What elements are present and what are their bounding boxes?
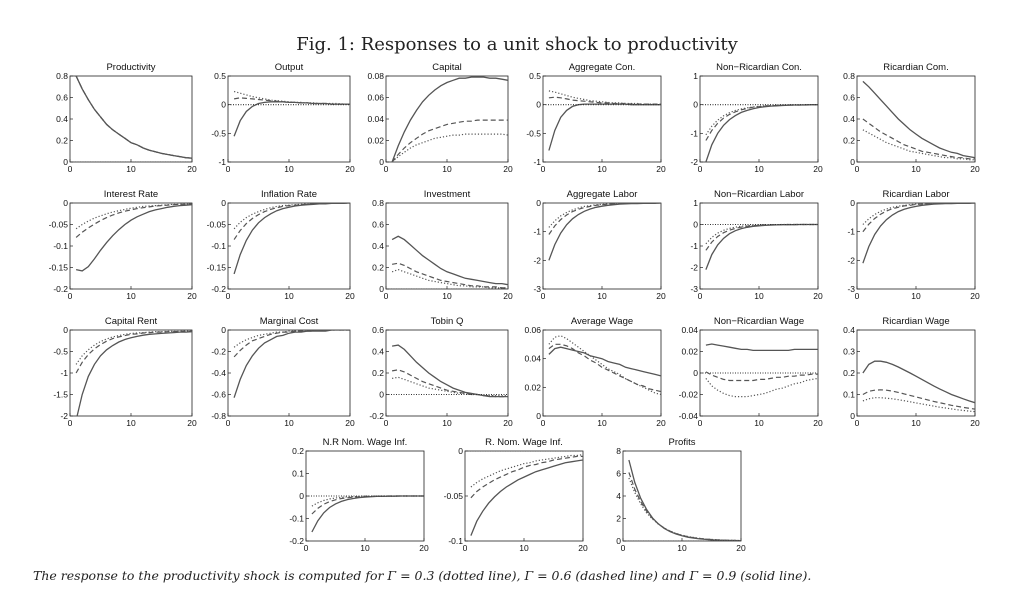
y-tick-label: 0.02 (524, 382, 541, 393)
y-tick-label: -0.5 (211, 128, 226, 139)
panel-n-r-nom-wage-inf (289, 437, 429, 553)
plot-frame (70, 203, 192, 289)
y-tick-label: 0 (693, 219, 698, 230)
panel-title: Interest Rate (103, 189, 159, 200)
y-tick-label: 2 (616, 513, 621, 524)
y-tick-label: 0 (63, 157, 68, 167)
y-tick-label: 0.3 (843, 346, 855, 357)
plot-frame (386, 76, 508, 162)
panel-ricardian-com (843, 62, 980, 174)
series-solid (471, 460, 583, 536)
x-tick-label: 0 (67, 418, 73, 428)
x-tick-label: 20 (187, 164, 197, 174)
x-tick-label: 10 (519, 543, 529, 553)
panel-non-ricardian-labor (690, 189, 823, 301)
x-tick-label: 0 (383, 164, 389, 174)
y-tick-label: 0 (63, 325, 68, 335)
y-tick-label: 0.6 (372, 219, 384, 230)
series-dashed (706, 105, 818, 141)
x-tick-label: 20 (503, 418, 513, 428)
series-dotted (76, 331, 192, 365)
y-tick-label: -0.04 (678, 411, 698, 421)
x-tick-label: 10 (597, 164, 607, 174)
x-tick-label: 10 (754, 164, 764, 174)
plot-frame (386, 330, 508, 416)
x-tick-label: 20 (736, 543, 746, 553)
series-dotted (76, 76, 192, 158)
y-tick-label: 0.5 (529, 71, 541, 81)
y-tick-label: 0 (221, 198, 226, 208)
y-tick-label: -2 (847, 255, 855, 266)
y-tick-label: 0 (616, 536, 621, 546)
y-tick-label: 1 (693, 198, 698, 208)
y-tick-label: 0.04 (524, 353, 541, 364)
y-tick-label: 0 (379, 389, 384, 400)
y-tick-label: 0 (693, 368, 698, 378)
x-tick-label: 0 (225, 164, 231, 174)
y-tick-label: 0 (850, 411, 855, 421)
y-tick-label: -0.1 (289, 513, 304, 524)
series-dashed (392, 263, 508, 288)
series-solid (629, 460, 741, 541)
y-tick-label: 0 (850, 157, 855, 167)
x-tick-label: 10 (284, 291, 294, 301)
plot-frame (857, 203, 975, 289)
panel-title: Profits (668, 437, 696, 448)
panel-title: Aggregate Con. (568, 62, 636, 73)
y-tick-label: 0.2 (843, 135, 855, 146)
x-tick-label: 0 (303, 543, 309, 553)
series-dotted (76, 204, 192, 229)
panel-title: Productivity (106, 62, 156, 73)
y-tick-label: -2 (533, 255, 541, 266)
series-solid (234, 102, 350, 136)
y-tick-label: 0 (458, 446, 463, 456)
plot-frame (70, 76, 192, 162)
y-tick-label: -3 (690, 284, 698, 294)
y-tick-label: 0.1 (843, 389, 855, 400)
y-tick-label: -1 (533, 157, 541, 167)
series-solid (706, 225, 818, 270)
y-tick-label: 0 (536, 411, 541, 421)
panel-capital (367, 62, 513, 174)
x-tick-label: 10 (677, 543, 687, 553)
series-dashed (312, 496, 424, 514)
x-tick-label: 0 (462, 543, 468, 553)
panel-title: Non−Ricardian Con. (716, 62, 802, 73)
y-tick-label: 0 (221, 325, 226, 335)
series-dashed (549, 344, 661, 391)
x-tick-label: 0 (383, 291, 389, 301)
y-tick-label: -0.1 (448, 536, 463, 546)
series-dashed (863, 390, 975, 409)
y-tick-label: -1 (847, 226, 855, 237)
x-tick-label: 20 (345, 291, 355, 301)
series-dashed (706, 225, 818, 251)
plot-frame (386, 203, 508, 289)
series-solid (234, 330, 350, 398)
series-dashed (392, 370, 508, 397)
y-tick-label: 0.5 (214, 71, 226, 81)
x-tick-label: 0 (67, 164, 73, 174)
panel-title: Ricardian Com. (883, 62, 949, 73)
x-tick-label: 20 (656, 164, 666, 174)
panel-title: Aggregate Labor (566, 189, 638, 200)
x-tick-label: 10 (126, 164, 136, 174)
y-tick-label: -0.5 (53, 346, 68, 357)
series-solid (76, 332, 192, 421)
series-dashed (76, 204, 192, 238)
y-tick-label: -0.5 (526, 128, 541, 139)
panel-productivity (56, 62, 197, 174)
x-tick-label: 0 (540, 418, 546, 428)
y-tick-label: -0.2 (53, 284, 68, 294)
y-tick-label: 0.04 (367, 114, 384, 124)
y-tick-label: 0.6 (56, 92, 68, 103)
y-tick-label: 0.08 (367, 71, 384, 81)
series-dotted (863, 130, 975, 160)
y-tick-label: 0 (299, 491, 304, 501)
x-tick-label: 0 (854, 418, 860, 428)
y-tick-label: 0.4 (843, 325, 855, 335)
plot-frame (857, 330, 975, 416)
x-tick-label: 10 (597, 291, 607, 301)
series-dashed (392, 120, 508, 162)
x-tick-label: 10 (284, 418, 294, 428)
series-solid (549, 203, 661, 260)
series-solid (863, 81, 975, 157)
panel-tobin-q (369, 316, 513, 428)
x-tick-label: 20 (970, 291, 980, 301)
series-solid (76, 205, 192, 271)
y-tick-label: 0.6 (843, 92, 855, 103)
series-dotted (863, 398, 975, 412)
x-tick-label: 10 (754, 291, 764, 301)
y-tick-label: 0.8 (372, 198, 384, 208)
y-tick-label: -3 (847, 284, 855, 294)
y-tick-label: 0.4 (372, 346, 384, 357)
x-tick-label: 0 (854, 164, 860, 174)
x-tick-label: 10 (360, 543, 370, 553)
plot-frame (857, 76, 975, 162)
plot-frame (543, 76, 661, 162)
x-tick-label: 0 (383, 418, 389, 428)
series-solid (392, 236, 508, 284)
series-dashed (234, 203, 350, 240)
x-tick-label: 0 (225, 418, 231, 428)
y-tick-label: -1 (218, 157, 226, 167)
panel-r-nom-wage-inf (444, 437, 588, 553)
x-tick-label: 10 (754, 418, 764, 428)
series-solid (392, 77, 508, 162)
panel-title: Average Wage (570, 316, 634, 327)
y-tick-label: -0.2 (289, 536, 304, 546)
panel-title: Inflation Rate (261, 189, 317, 200)
y-tick-label: -0.15 (206, 262, 226, 273)
plot-frame (70, 330, 192, 416)
y-tick-label: 0.2 (372, 368, 384, 378)
x-tick-label: 20 (970, 418, 980, 428)
series-dotted (549, 91, 661, 104)
x-tick-label: 20 (970, 164, 980, 174)
x-tick-label: 10 (597, 418, 607, 428)
series-dotted (706, 225, 818, 244)
y-tick-label: -0.4 (211, 368, 226, 378)
panel-interest-rate (49, 189, 197, 301)
plot-frame (228, 203, 350, 289)
x-tick-label: 10 (442, 164, 452, 174)
y-tick-label: -2 (60, 411, 68, 421)
x-tick-label: 20 (419, 543, 429, 553)
panel-title: Capital (432, 62, 462, 73)
panel-aggregate-labor (533, 189, 666, 301)
x-tick-label: 0 (67, 291, 73, 301)
figure-title: Fig. 1: Responses to a unit shock to productivity (296, 34, 738, 55)
series-dotted (706, 105, 818, 135)
x-tick-label: 20 (656, 291, 666, 301)
y-tick-label: -0.15 (48, 262, 68, 273)
panel-non-ricardian-con (690, 62, 823, 174)
y-tick-label: 0 (379, 157, 384, 167)
x-tick-label: 20 (813, 418, 823, 428)
series-dotted (706, 378, 818, 396)
y-tick-label: 0.06 (367, 92, 384, 103)
panel-title: R. Nom. Wage Inf. (485, 437, 563, 448)
panel-output (211, 62, 355, 174)
y-tick-label: -0.02 (678, 389, 698, 400)
plot-frame (465, 451, 583, 541)
y-tick-label: -0.1 (53, 241, 68, 251)
x-tick-label: 0 (540, 164, 546, 174)
y-tick-label: 0.8 (56, 71, 68, 81)
panel-title: Tobin Q (430, 316, 464, 327)
panel-title: Investment (423, 189, 471, 200)
y-tick-label: 0.2 (56, 135, 68, 146)
y-tick-label: 0.02 (681, 346, 698, 357)
y-tick-label: 0 (379, 284, 384, 294)
panel-marginal-cost (211, 316, 355, 428)
plot-frame (543, 330, 661, 416)
y-tick-label: 0.2 (292, 446, 304, 456)
y-tick-label: -1 (690, 128, 698, 139)
x-tick-label: 0 (540, 291, 546, 301)
series-solid (392, 345, 508, 397)
y-tick-label: 0.04 (681, 325, 698, 335)
y-tick-label: -1.5 (53, 389, 68, 400)
y-tick-label: -1 (60, 368, 68, 378)
y-tick-label: -0.8 (211, 411, 226, 421)
plot-frame (623, 451, 741, 541)
x-tick-label: 0 (697, 291, 703, 301)
x-tick-label: 0 (697, 164, 703, 174)
panel-title: Non−Ricardian Wage (713, 316, 805, 327)
panel-profits (616, 437, 746, 553)
x-tick-label: 0 (697, 418, 703, 428)
x-tick-label: 0 (854, 291, 860, 301)
x-tick-label: 10 (126, 418, 136, 428)
y-tick-label: 0 (221, 99, 226, 110)
y-tick-label: 0.4 (843, 114, 855, 124)
x-tick-label: 20 (187, 291, 197, 301)
x-tick-label: 10 (442, 418, 452, 428)
x-tick-label: 20 (813, 164, 823, 174)
panel-title: Marginal Cost (259, 316, 319, 327)
y-tick-label: 0.2 (843, 368, 855, 378)
y-tick-label: 0 (63, 198, 68, 208)
y-tick-label: -1 (690, 241, 698, 251)
panel-title: N.R Nom. Wage Inf. (322, 437, 408, 448)
y-tick-label: 8 (616, 446, 621, 456)
x-tick-label: 20 (503, 291, 513, 301)
y-tick-label: -1 (533, 226, 541, 237)
x-tick-label: 20 (578, 543, 588, 553)
y-tick-label: 1 (693, 71, 698, 81)
x-tick-label: 20 (187, 418, 197, 428)
panel-inflation-rate (207, 189, 355, 301)
panel-average-wage (524, 316, 666, 428)
series-solid (706, 344, 818, 350)
series-solid (863, 203, 975, 263)
y-tick-label: 0.2 (372, 262, 384, 273)
x-tick-label: 20 (813, 291, 823, 301)
panel-non-ricardian-wage (679, 316, 823, 428)
plot-frame (228, 76, 350, 162)
panel-investment (372, 189, 513, 301)
panel-title: Ricardian Labor (882, 189, 950, 200)
series-solid (76, 76, 192, 158)
x-tick-label: 20 (345, 418, 355, 428)
series-solid (549, 104, 661, 150)
series-solid (706, 105, 818, 162)
series-dashed (549, 97, 661, 104)
panel-ricardian-labor (847, 189, 980, 301)
panel-aggregate-con (526, 62, 666, 174)
y-tick-label: 0.4 (56, 114, 68, 124)
y-tick-label: -0.6 (211, 389, 226, 400)
y-tick-label: -0.2 (211, 346, 226, 357)
y-tick-label: -2 (690, 262, 698, 273)
y-tick-label: 0.06 (524, 325, 541, 335)
series-solid (549, 347, 661, 376)
series-solid (234, 203, 350, 274)
y-tick-label: -0.05 (206, 219, 226, 230)
x-tick-label: 20 (503, 164, 513, 174)
y-tick-label: 6 (616, 468, 621, 479)
x-tick-label: 10 (284, 164, 294, 174)
y-tick-label: -0.2 (211, 284, 226, 294)
series-dotted (392, 134, 508, 162)
y-tick-label: 0.1 (292, 468, 304, 479)
x-tick-label: 10 (911, 418, 921, 428)
y-tick-label: 0 (536, 198, 541, 208)
x-tick-label: 10 (911, 164, 921, 174)
series-dashed (234, 330, 350, 357)
panel-ricardian-wage (843, 316, 980, 428)
x-tick-label: 20 (656, 418, 666, 428)
series-solid (312, 496, 424, 532)
y-tick-label: 0.02 (367, 135, 384, 146)
y-tick-label: 0.8 (843, 71, 855, 81)
series-dashed (549, 203, 661, 235)
panel-title: Output (274, 62, 304, 73)
x-tick-label: 10 (911, 291, 921, 301)
y-tick-label: -3 (533, 284, 541, 294)
y-tick-label: 0.6 (372, 325, 384, 335)
series-solid (863, 361, 975, 403)
series-dotted (471, 455, 583, 487)
y-tick-label: 0 (536, 99, 541, 110)
y-tick-label: -0.05 (48, 219, 68, 230)
panel-capital-rent (53, 316, 197, 428)
y-tick-label: 0.4 (372, 241, 384, 251)
y-tick-label: 0 (693, 99, 698, 110)
x-tick-label: 10 (442, 291, 452, 301)
y-tick-label: -2 (690, 157, 698, 167)
x-tick-label: 10 (126, 291, 136, 301)
x-tick-label: 0 (620, 543, 626, 553)
panel-title: Capital Rent (104, 316, 158, 327)
x-tick-label: 0 (225, 291, 231, 301)
x-tick-label: 20 (345, 164, 355, 174)
y-tick-label: -0.2 (369, 411, 384, 421)
panel-title: Ricardian Wage (882, 316, 950, 327)
panel-title: Non−Ricardian Labor (713, 189, 805, 200)
y-tick-label: -0.1 (211, 241, 226, 251)
plot-frame (228, 330, 350, 416)
y-tick-label: 0 (850, 198, 855, 208)
y-tick-label: -0.05 (443, 491, 463, 501)
series-dashed (76, 76, 192, 158)
y-tick-label: 4 (616, 491, 621, 501)
plot-frame (700, 76, 818, 162)
figure-caption: The response to the productivity shock is computed for Γ = 0.3 (dotted line), Γ = 0.6 (dashed line) and Γ = 0.9 (solid line). (33, 568, 812, 583)
